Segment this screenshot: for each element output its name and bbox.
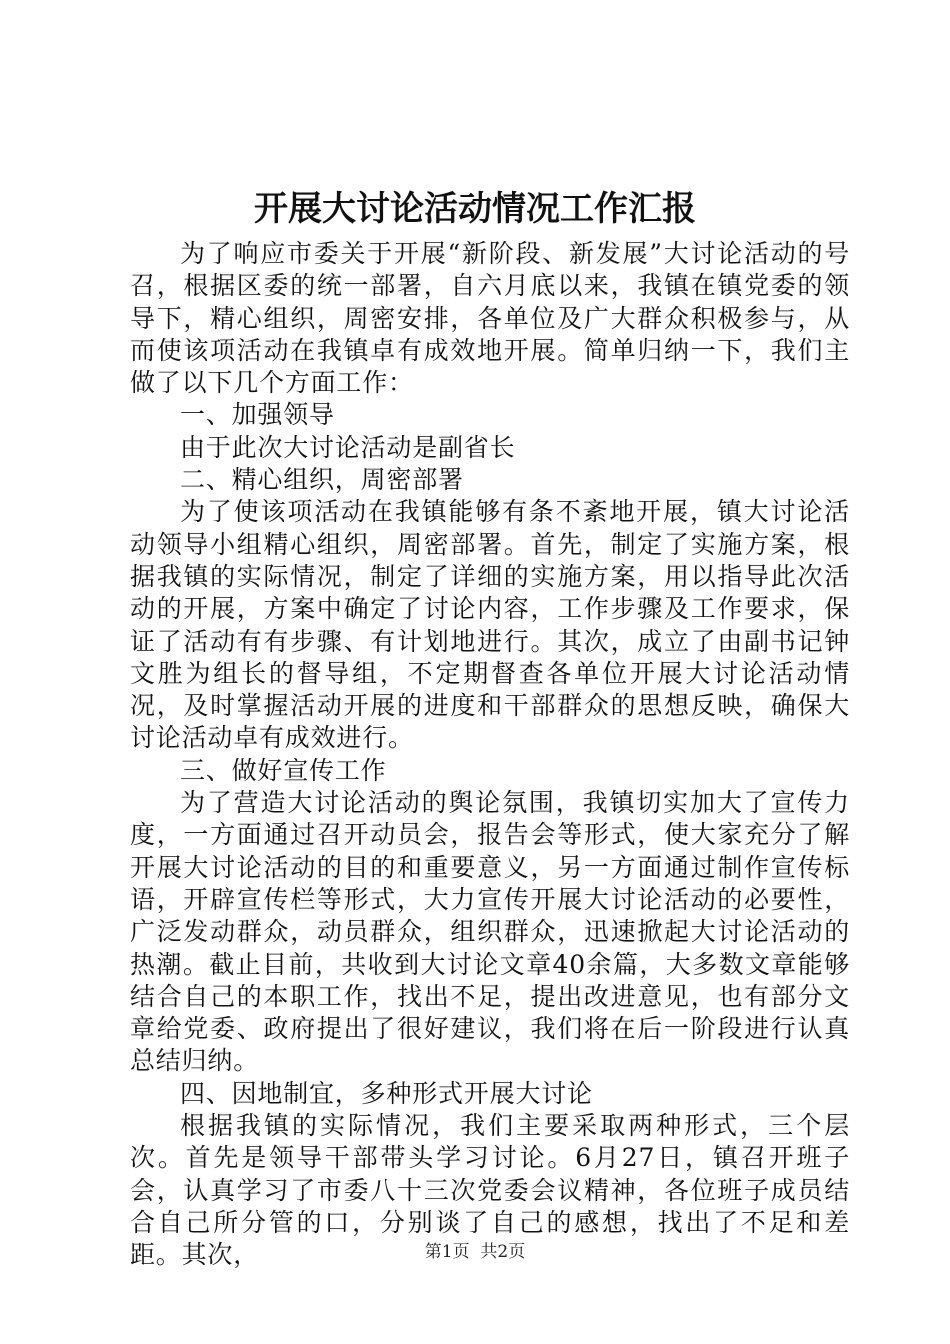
- page-total: 共2页: [480, 1242, 526, 1262]
- paragraph-section-2: 为了使该项活动在我镇能够有条不紊地开展，镇大讨论活动领导小组精心组织，周密部署。首先，制定了实施方案，根据我镇的实际情况，制定了详细的实施方案，用以指导此次活动的开展，方案中确定了讨论内容，工作步骤及工作要求，保证了活动有有步骤、有计划地进行。其次，成立了由副书记钟文胜为组长的督导组，不定期督查各单位开展大讨论活动情况，及时掌握活动开展的进度和干部群众的思想反映，确保大讨论活动卓有成效进行。: [130, 497, 850, 753]
- paragraph-section-3: 为了营造大讨论活动的舆论氛围，我镇切实加大了宣传力度，一方面通过召开动员会，报告会等形式，使大家充分了解开展大讨论活动的目的和重要意义，另一方面通过制作宣传标语，开辟宣传栏等形式，大力宣传开展大讨论活动的必要性，广泛发动群众，动员群众，组织群众，迅速掀起大讨论活动的热潮。截止目前，共收到大讨论文章40余篇，大多数文章能够结合自己的本职工作，找出不足，提出改进意见，也有部分文章给党委、政府提出了很好建议，我们将在后一阶段进行认真总结归纳。: [130, 788, 850, 1076]
- section-heading-4: 四、因地制宜，多种形式开展大讨论: [180, 1078, 593, 1108]
- paragraph-section-1: 由于此次大讨论活动是副省长: [180, 432, 516, 462]
- page-footer: [0, 1240, 950, 1264]
- page-number: 第1页: [424, 1242, 470, 1262]
- section-heading-1: 一、加强领导: [180, 400, 335, 430]
- document-body: [130, 238, 850, 1272]
- paragraph-section-4: 根据我镇的实际情况，我们主要采取两种形式，三个层次。首先是领导干部带头学习讨论。6月27日，镇召开班子会，认真学习了市委八十三次党委会议精神，各位班子成员结合自己所分管的口，分别谈了自己的感想，找出了不足和差距。其次，: [130, 1111, 850, 1270]
- section-heading-2: 二、精心组织，周密部署: [180, 465, 464, 495]
- section-heading-3: 三、做好宣传工作: [180, 755, 387, 785]
- document-title: 开展大讨论活动情况工作汇报: [254, 189, 696, 229]
- paragraph-intro: 为了响应市委关于开展“新阶段、新发展”大讨论活动的号召，根据区委的统一部署，自六月底以来，我镇在镇党委的领导下，精心组织，周密安排，各单位及广大群众积极参与，从而使该项活动在我镇卓有成效地开展。简单归纳一下，我们主做了以下几个方面工作：: [130, 239, 850, 398]
